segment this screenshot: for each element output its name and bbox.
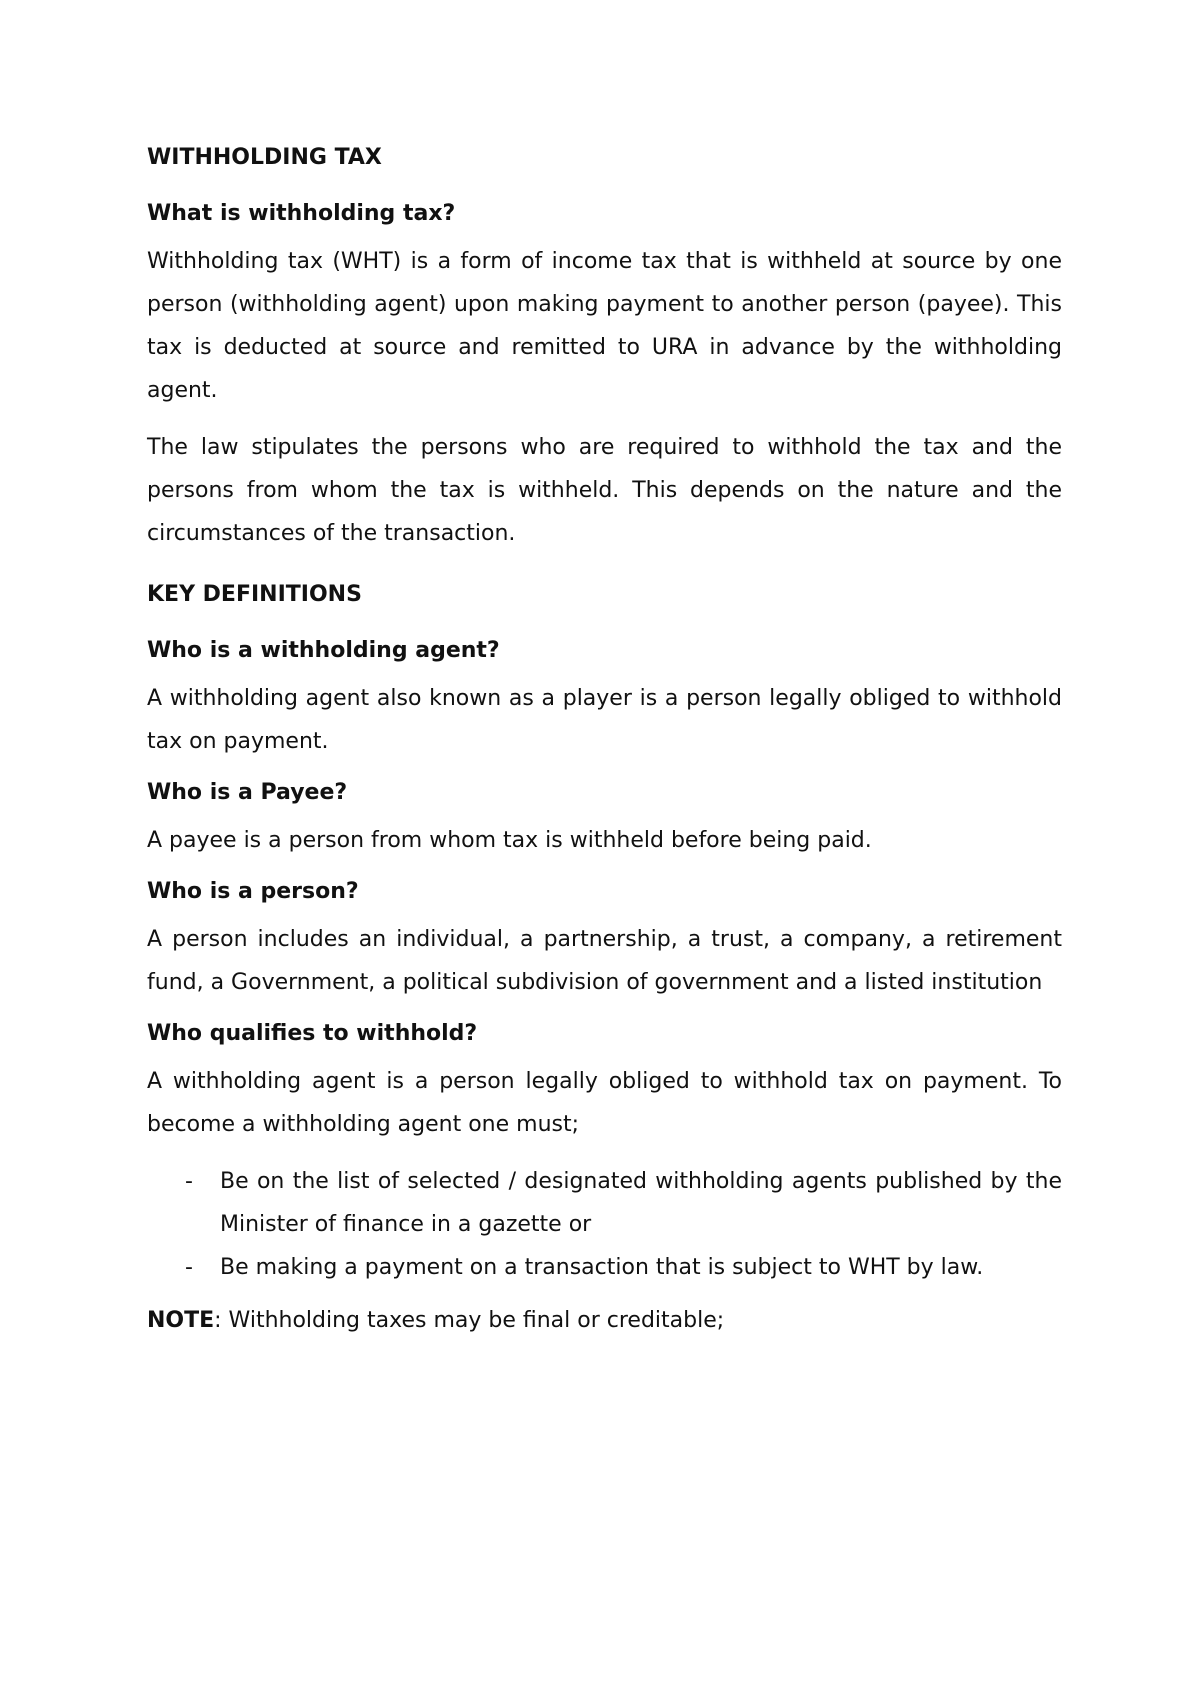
definition-heading-withholding-agent: Who is a withholding agent? — [147, 638, 500, 663]
definition-text-withholding-agent: A withholding agent also known as a player is a person legally obliged to withhold tax on payment. — [147, 686, 1062, 754]
paragraph-law-stipulates: The law stipulates the persons who are required to withhold the tax and the persons from whom the tax is withheld. This depends on the nature and the circumstances of the transaction. — [147, 435, 1062, 546]
section-heading-what-is-wht: What is withholding tax? — [147, 201, 456, 226]
key-definitions-heading: KEY DEFINITIONS — [147, 582, 362, 607]
qualification-list — [147, 1160, 1062, 1289]
definition-text-payee: A payee is a person from whom tax is withheld before being paid. — [147, 828, 872, 853]
note-label: NOTE — [147, 1308, 215, 1333]
list-item-text: Be making a payment on a transaction that is subject to WHT by law. — [220, 1255, 984, 1280]
dash-bullet-icon: - — [185, 1255, 193, 1280]
list-item — [147, 1160, 1062, 1246]
definition-text-qualifies: A withholding agent is a person legally obliged to withhold tax on payment. To become a withholding agent one must; — [147, 1069, 1062, 1137]
list-item-text: Be on the list of selected / designated withholding agents published by the Minister of finance in a gazette or — [220, 1169, 1062, 1237]
definition-heading-qualifies: Who qualifies to withhold? — [147, 1021, 478, 1046]
note-paragraph — [147, 1299, 1062, 1342]
definition-heading-person: Who is a person? — [147, 879, 359, 904]
note-text: : Withholding taxes may be final or creditable; — [214, 1308, 725, 1333]
document-title: WITHHOLDING TAX — [147, 145, 382, 170]
paragraph-wht-definition: Withholding tax (WHT) is a form of income tax that is withheld at source by one person (withholding agent) upon making payment to another person (payee). This tax is deducted at source and remitted to URA in advance by the withholding agent. — [147, 249, 1062, 403]
list-item — [147, 1246, 1062, 1289]
definition-heading-payee: Who is a Payee? — [147, 780, 348, 805]
definition-text-person: A person includes an individual, a partnership, a trust, a company, a retirement fund, a Government, a political subdivision of government and a listed institution — [147, 927, 1062, 995]
dash-bullet-icon: - — [185, 1169, 193, 1194]
